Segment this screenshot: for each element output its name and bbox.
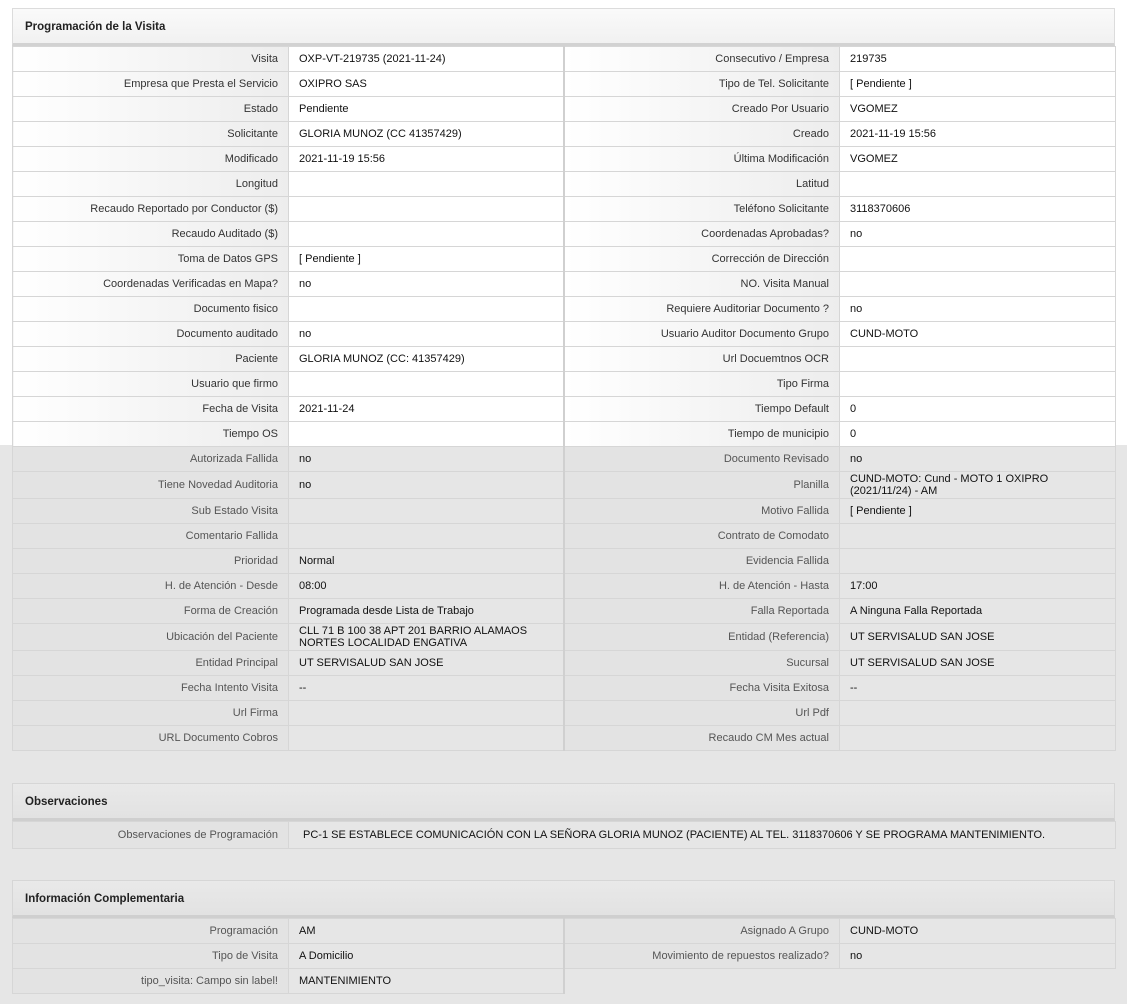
label-visita: Visita bbox=[13, 47, 289, 72]
label-tipo-firma: Tipo Firma bbox=[564, 372, 840, 397]
label-usuario-auditor-documento-grupo: Usuario Auditor Documento Grupo bbox=[564, 322, 840, 347]
value-tipo-de-visita: A Domicilio bbox=[289, 944, 564, 969]
value-movimiento-de-repuestos-realizado: no bbox=[840, 944, 1116, 969]
value-tipo-visita-campo: MANTENIMIENTO bbox=[289, 969, 564, 994]
value-recaudo-cm-mes-actual bbox=[840, 726, 1116, 751]
label-requiere-auditoriar-documento: Requiere Auditoriar Documento ? bbox=[564, 297, 840, 322]
field-row bbox=[13, 147, 1116, 172]
value-sub-estado-visita bbox=[289, 499, 564, 524]
observaciones-label: Observaciones de Programación bbox=[13, 822, 289, 849]
label-tipo-de-visita: Tipo de Visita bbox=[13, 944, 289, 969]
value-estado: Pendiente bbox=[289, 97, 564, 122]
field-row bbox=[13, 624, 1116, 651]
label-fecha-de-visita: Fecha de Visita bbox=[13, 397, 289, 422]
label-h-de-atencion-desde: H. de Atención - Desde bbox=[13, 574, 289, 599]
value-autorizada-fallida: no bbox=[289, 447, 564, 472]
label-entidad-principal: Entidad Principal bbox=[13, 651, 289, 676]
value-prioridad: Normal bbox=[289, 549, 564, 574]
value-recaudo-reportado-por-conductor bbox=[289, 197, 564, 222]
value-no-visita-manual bbox=[840, 272, 1116, 297]
label-ultima-modificacion: Última Modificación bbox=[564, 147, 840, 172]
value-h-de-atencion-hasta: 17:00 bbox=[840, 574, 1116, 599]
value-paciente: GLORIA MUNOZ (CC: 41357429) bbox=[289, 347, 564, 372]
complementaria-section bbox=[12, 880, 1115, 994]
label-movimiento-de-repuestos-realizado: Movimiento de repuestos realizado? bbox=[564, 944, 840, 969]
field-row bbox=[13, 272, 1116, 297]
field-row bbox=[13, 969, 1116, 994]
value-recaudo-auditado bbox=[289, 222, 564, 247]
value-tipo-de-tel-solicitante: [ Pendiente ] bbox=[840, 72, 1116, 97]
observaciones-section bbox=[12, 783, 1115, 849]
value-empresa-que-presta-el-servicio: OXIPRO SAS bbox=[289, 72, 564, 97]
field-row bbox=[13, 222, 1116, 247]
complementaria-header: Información Complementaria bbox=[12, 880, 1115, 918]
field-row bbox=[13, 197, 1116, 222]
value-visita: OXP-VT-219735 (2021-11-24) bbox=[289, 47, 564, 72]
complementaria-table bbox=[12, 918, 1116, 994]
value-programacion: AM bbox=[289, 919, 564, 944]
value-fecha-intento-visita: -- bbox=[289, 676, 564, 701]
field-row bbox=[13, 726, 1116, 751]
value-planilla: CUND-MOTO: Cund - MOTO 1 OXIPRO (2021/11/24) - AM bbox=[840, 472, 1116, 499]
field-row bbox=[13, 297, 1116, 322]
label-programacion: Programación bbox=[13, 919, 289, 944]
field-row bbox=[13, 372, 1116, 397]
value-documento-fisico bbox=[289, 297, 564, 322]
label-recaudo-reportado-por-conductor: Recaudo Reportado por Conductor ($) bbox=[13, 197, 289, 222]
empty-cell bbox=[564, 969, 1116, 994]
value-entidad-principal: UT SERVISALUD SAN JOSE bbox=[289, 651, 564, 676]
label-creado-por-usuario: Creado Por Usuario bbox=[564, 97, 840, 122]
value-tiene-novedad-auditoria: no bbox=[289, 472, 564, 499]
programacion-section bbox=[12, 8, 1115, 751]
value-tiempo-os bbox=[289, 422, 564, 447]
label-usuario-que-firmo: Usuario que firmo bbox=[13, 372, 289, 397]
label-tiempo-de-municipio: Tiempo de municipio bbox=[564, 422, 840, 447]
value-usuario-auditor-documento-grupo: CUND-MOTO bbox=[840, 322, 1116, 347]
value-fecha-de-visita: 2021-11-24 bbox=[289, 397, 564, 422]
field-row bbox=[13, 651, 1116, 676]
field-row bbox=[13, 676, 1116, 701]
value-creado: 2021-11-19 15:56 bbox=[840, 122, 1116, 147]
label-fecha-intento-visita: Fecha Intento Visita bbox=[13, 676, 289, 701]
label-documento-fisico: Documento fisico bbox=[13, 297, 289, 322]
label-url-docuemtnos-ocr: Url Docuemtnos OCR bbox=[564, 347, 840, 372]
value-creado-por-usuario: VGOMEZ bbox=[840, 97, 1116, 122]
value-usuario-que-firmo bbox=[289, 372, 564, 397]
value-asignado-a-grupo: CUND-MOTO bbox=[840, 919, 1116, 944]
value-url-documento-cobros bbox=[289, 726, 564, 751]
label-correccion-de-direccion: Corrección de Dirección bbox=[564, 247, 840, 272]
label-autorizada-fallida: Autorizada Fallida bbox=[13, 447, 289, 472]
value-coordenadas-aprobadas: no bbox=[840, 222, 1116, 247]
label-telefono-solicitante: Teléfono Solicitante bbox=[564, 197, 840, 222]
label-url-documento-cobros: URL Documento Cobros bbox=[13, 726, 289, 751]
programacion-table bbox=[12, 46, 1116, 751]
label-url-firma: Url Firma bbox=[13, 701, 289, 726]
label-tipo-visita-campo: tipo_visita: Campo sin label! bbox=[13, 969, 289, 994]
value-url-docuemtnos-ocr bbox=[840, 347, 1116, 372]
label-no-visita-manual: NO. Visita Manual bbox=[564, 272, 840, 297]
label-sub-estado-visita: Sub Estado Visita bbox=[13, 499, 289, 524]
field-row bbox=[13, 72, 1116, 97]
value-latitud bbox=[840, 172, 1116, 197]
label-planilla: Planilla bbox=[564, 472, 840, 499]
programacion-header: Programación de la Visita bbox=[12, 8, 1115, 46]
field-row bbox=[13, 47, 1116, 72]
label-solicitante: Solicitante bbox=[13, 122, 289, 147]
label-forma-de-creacion: Forma de Creación bbox=[13, 599, 289, 624]
value-tipo-firma bbox=[840, 372, 1116, 397]
value-falla-reportada: A Ninguna Falla Reportada bbox=[840, 599, 1116, 624]
observaciones-row bbox=[13, 822, 1116, 849]
label-documento-auditado: Documento auditado bbox=[13, 322, 289, 347]
field-row bbox=[13, 944, 1116, 969]
label-paciente: Paciente bbox=[13, 347, 289, 372]
value-comentario-fallida bbox=[289, 524, 564, 549]
label-toma-de-datos-gps: Toma de Datos GPS bbox=[13, 247, 289, 272]
label-estado: Estado bbox=[13, 97, 289, 122]
field-row bbox=[13, 549, 1116, 574]
value-evidencia-fallida bbox=[840, 549, 1116, 574]
observaciones-value: PC-1 SE ESTABLECE COMUNICACIÓN CON LA SEÑORA GLORIA MUNOZ (PACIENTE) AL TEL. 3118370606 Y SE PROGRAMA MANTENIMIENTO. bbox=[289, 822, 1116, 849]
value-url-firma bbox=[289, 701, 564, 726]
field-row bbox=[13, 499, 1116, 524]
label-url-pdf: Url Pdf bbox=[564, 701, 840, 726]
value-entidad-referencia: UT SERVISALUD SAN JOSE bbox=[840, 624, 1116, 651]
label-falla-reportada: Falla Reportada bbox=[564, 599, 840, 624]
observaciones-table bbox=[12, 821, 1116, 849]
label-comentario-fallida: Comentario Fallida bbox=[13, 524, 289, 549]
label-recaudo-auditado: Recaudo Auditado ($) bbox=[13, 222, 289, 247]
value-contrato-de-comodato bbox=[840, 524, 1116, 549]
label-empresa-que-presta-el-servicio: Empresa que Presta el Servicio bbox=[13, 72, 289, 97]
field-row bbox=[13, 397, 1116, 422]
label-consecutivo-empresa: Consecutivo / Empresa bbox=[564, 47, 840, 72]
label-sucursal: Sucursal bbox=[564, 651, 840, 676]
label-prioridad: Prioridad bbox=[13, 549, 289, 574]
field-row bbox=[13, 172, 1116, 197]
field-row bbox=[13, 447, 1116, 472]
field-row bbox=[13, 122, 1116, 147]
label-evidencia-fallida: Evidencia Fallida bbox=[564, 549, 840, 574]
value-solicitante: GLORIA MUNOZ (CC 41357429) bbox=[289, 122, 564, 147]
label-fecha-visita-exitosa: Fecha Visita Exitosa bbox=[564, 676, 840, 701]
label-creado: Creado bbox=[564, 122, 840, 147]
label-entidad-referencia: Entidad (Referencia) bbox=[564, 624, 840, 651]
label-latitud: Latitud bbox=[564, 172, 840, 197]
value-telefono-solicitante: 3118370606 bbox=[840, 197, 1116, 222]
value-modificado: 2021-11-19 15:56 bbox=[289, 147, 564, 172]
label-tiempo-os: Tiempo OS bbox=[13, 422, 289, 447]
value-sucursal: UT SERVISALUD SAN JOSE bbox=[840, 651, 1116, 676]
value-tiempo-default: 0 bbox=[840, 397, 1116, 422]
field-row bbox=[13, 524, 1116, 549]
label-tiene-novedad-auditoria: Tiene Novedad Auditoria bbox=[13, 472, 289, 499]
field-row bbox=[13, 574, 1116, 599]
value-documento-auditado: no bbox=[289, 322, 564, 347]
field-row bbox=[13, 919, 1116, 944]
field-row bbox=[13, 347, 1116, 372]
field-row bbox=[13, 472, 1116, 499]
value-h-de-atencion-desde: 08:00 bbox=[289, 574, 564, 599]
value-consecutivo-empresa: 219735 bbox=[840, 47, 1116, 72]
value-ubicacion-del-paciente: CLL 71 B 100 38 APT 201 BARRIO ALAMAOS NORTES LOCALIDAD ENGATIVA bbox=[289, 624, 564, 651]
value-documento-revisado: no bbox=[840, 447, 1116, 472]
label-tipo-de-tel-solicitante: Tipo de Tel. Solicitante bbox=[564, 72, 840, 97]
label-h-de-atencion-hasta: H. de Atención - Hasta bbox=[564, 574, 840, 599]
field-row bbox=[13, 322, 1116, 347]
label-documento-revisado: Documento Revisado bbox=[564, 447, 840, 472]
field-row bbox=[13, 701, 1116, 726]
label-contrato-de-comodato: Contrato de Comodato bbox=[564, 524, 840, 549]
value-requiere-auditoriar-documento: no bbox=[840, 297, 1116, 322]
value-toma-de-datos-gps: [ Pendiente ] bbox=[289, 247, 564, 272]
label-ubicacion-del-paciente: Ubicación del Paciente bbox=[13, 624, 289, 651]
label-asignado-a-grupo: Asignado A Grupo bbox=[564, 919, 840, 944]
value-fecha-visita-exitosa: -- bbox=[840, 676, 1116, 701]
field-row bbox=[13, 247, 1116, 272]
field-row bbox=[13, 97, 1116, 122]
value-ultima-modificacion: VGOMEZ bbox=[840, 147, 1116, 172]
label-longitud: Longitud bbox=[13, 172, 289, 197]
label-coordenadas-aprobadas: Coordenadas Aprobadas? bbox=[564, 222, 840, 247]
label-tiempo-default: Tiempo Default bbox=[564, 397, 840, 422]
observaciones-header: Observaciones bbox=[12, 783, 1115, 821]
field-row bbox=[13, 599, 1116, 624]
value-tiempo-de-municipio: 0 bbox=[840, 422, 1116, 447]
label-modificado: Modificado bbox=[13, 147, 289, 172]
value-forma-de-creacion: Programada desde Lista de Trabajo bbox=[289, 599, 564, 624]
label-recaudo-cm-mes-actual: Recaudo CM Mes actual bbox=[564, 726, 840, 751]
label-coordenadas-verificadas-en-mapa: Coordenadas Verificadas en Mapa? bbox=[13, 272, 289, 297]
value-correccion-de-direccion bbox=[840, 247, 1116, 272]
value-motivo-fallida: [ Pendiente ] bbox=[840, 499, 1116, 524]
value-url-pdf bbox=[840, 701, 1116, 726]
label-motivo-fallida: Motivo Fallida bbox=[564, 499, 840, 524]
value-longitud bbox=[289, 172, 564, 197]
value-coordenadas-verificadas-en-mapa: no bbox=[289, 272, 564, 297]
field-row bbox=[13, 422, 1116, 447]
